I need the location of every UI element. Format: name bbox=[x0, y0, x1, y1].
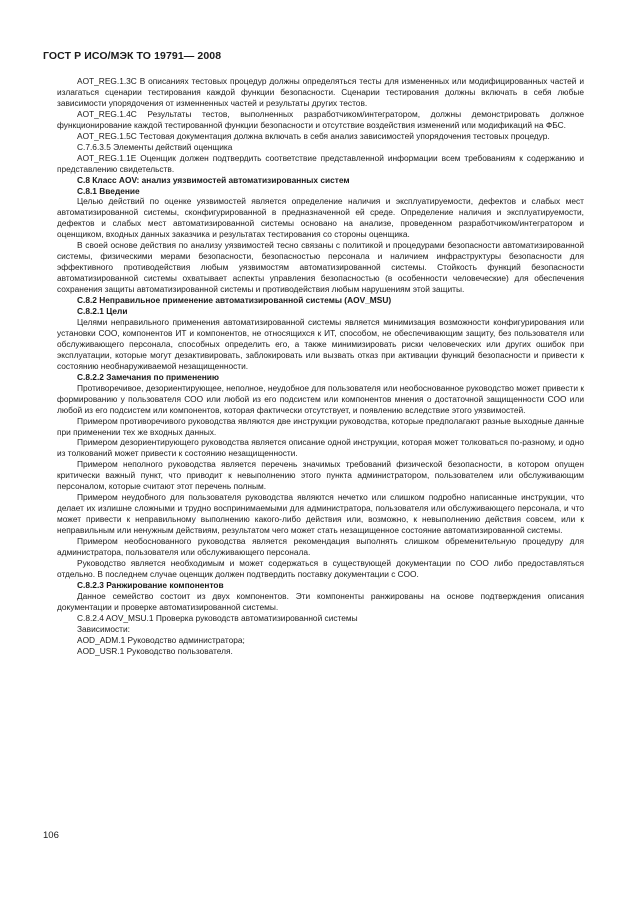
body-paragraph: AOT_REG.1.5C Тестовая документация должна включать в себя анализ зависимостей упорядочения тестовых процедур. bbox=[77, 130, 550, 141]
page-number: 106 bbox=[43, 830, 59, 841]
section-heading: C.8.1 Введение bbox=[77, 185, 140, 196]
section-heading: C.8 Класс AOV: анализ уязвимостей автоматизированных систем bbox=[77, 174, 350, 185]
section-heading: C.8.2.3 Ранжирование компонентов bbox=[77, 579, 224, 590]
section-heading: C.8.2.1 Цели bbox=[77, 306, 128, 317]
body-paragraph: C.7.6.3.5 Элементы действий оценщика bbox=[77, 141, 233, 152]
body-paragraph: AOD_USR.1 Руководство пользователя. bbox=[77, 645, 233, 656]
section-heading: C.8.2.2 Замечания по применению bbox=[77, 371, 220, 382]
body-paragraph: Примером неполного руководства является перечень значимых требований физической безопасности, в котором опущен критически важный пункт, что приводит к невыполнению этого пункта администратором, пользователем или обслуживающим персоналом, которые считают этот перечень полным. bbox=[57, 459, 584, 492]
document-body bbox=[57, 76, 584, 657]
body-paragraph: C.8.2.4 AOV_MSU.1 Проверка руководств автоматизированной системы bbox=[77, 612, 358, 623]
body-paragraph: AOT_REG.1.3C В описаниях тестовых процедур должны определяться тесты для измененных или модифицированных частей и излагаться сценарии тестирования каждой функции безопасности. Сценарии тестирования должны включать в себя любые зависимости упорядочения от изменненных частей и результаты других тестов. bbox=[57, 76, 584, 108]
body-paragraph: Примером противоречивого руководства являются две инструкции руководства, которые предполагают разные выходные данные при применении тех же входных данных. bbox=[57, 415, 584, 437]
section-heading: C.8.2 Неправильное применение автоматизированной системы (AOV_MSU) bbox=[77, 295, 392, 306]
body-paragraph: Целями неправильного применения автоматизированной системы является минимизация возможности конфигурирования или установки СОО, компонентов ИТ и компонентов, не относящихся к ИТ, способом, не обеспечивающим защиту, без пользователя или обслуживающего персонала, способных определить его, а также минимизировать риски человеческих или других ошибок при эксплуатации, которые могут дезактивировать, заблокировать или вызвать отказ при активации функций безопасности и привести к состоянию необнаруживаемой незащищенности. bbox=[57, 316, 584, 371]
body-paragraph: Руководство является необходимым и может содержаться в существующей документации по СОО либо предоставляться отдельно. В последнем случае оценщик должен подтвердить поставку документации с СОО. bbox=[57, 557, 584, 579]
body-paragraph: Данное семейство состоит из двух компонентов. Эти компоненты ранжированы на основе подтверждения описания документации и проверке автоматизированной системы. bbox=[57, 590, 584, 612]
body-paragraph: Зависимости: bbox=[77, 623, 130, 634]
body-paragraph: Примером необоснованного руководства является рекомендация выполнять слишком обременительную процедуру для администратора, пользователя или обслуживающего персонала. bbox=[57, 536, 584, 557]
body-paragraph: Противоречивое, дезориентирующее, неполное, неудобное для пользователя или необоснованное руководство может привести к формированию у пользователя СОО или любой из его подсистем или компонентов мнения о достаточной защищенности СОО или любой из его подсистем или компонентов, которая фактически отсутствует, и появлению вследствие этого уязвимостей. bbox=[57, 382, 584, 415]
body-paragraph: В своей основе действия по анализу уязвимостей тесно связаны с политикой и процедурами безопасности автоматизированной системы, физическими мерами безопасности, безопасностью персонала и наличием инфраструктуры безопасности для эффективного противодействия любым уязвимостям автоматизированной системы. Стойкость функций безопасности автоматизированной системы охватывает аспекты управления безопасностью (в особенности человеческие) для обеспечения сохранения защиты автоматизированной системы и противодействия любым нарушениям этой защиты. bbox=[57, 240, 584, 295]
body-paragraph: AOT_REG.1.1E Оценщик должен подтвердить соответствие представленной информации всем требованиям к содержанию и представлению свидетельств. bbox=[57, 152, 584, 174]
body-paragraph: Целью действий по оценке уязвимостей является определение наличия и эксплуатируемости, дефектов и слабых мест автоматизированной системы, сконфигурированной в предназначенной ей среде. Определение наличия и эксплуатируемости, дефектов и слабых мест автоматизированной системы основано на анализе, проведенном разработчиком/интегратором и оценщиком, входных данных заказчика и результатах тестирования со стороны оценщика. bbox=[57, 196, 584, 240]
body-paragraph: AOT_REG.1.4C Результаты тестов, выполненных разработчиком/интегратором, должны демонстрировать должное функционирование каждой тестированной функции безопасности и отсутствие воздействия изменений или модификаций на ФБС. bbox=[57, 108, 584, 130]
body-paragraph: AOD_ADM.1 Руководство администратора; bbox=[77, 634, 245, 645]
document-header: ГОСТ Р ИСО/МЭК ТО 19791— 2008 bbox=[43, 50, 222, 62]
body-paragraph: Примером дезориентирующего руководства является описание одной инструкции, которая может толковаться по-разному, и одно из толкований может привести к состоянию незащищенности. bbox=[57, 437, 584, 459]
body-paragraph: Примером неудобного для пользователя руководства являются нечетко или слишком подробно написанные инструкции, что делает их излишне сложными и трудно воспринимаемыми для администратора, пользователя или обслуживающего персонала, и что может привести к неправильному выполнению какого-либо действия или, возможно, к невыполнению действия совсем, или к неправильным или ненужным действиям, результатом чего может стать незащищенное состояние автоматизированной системы. bbox=[57, 492, 584, 536]
